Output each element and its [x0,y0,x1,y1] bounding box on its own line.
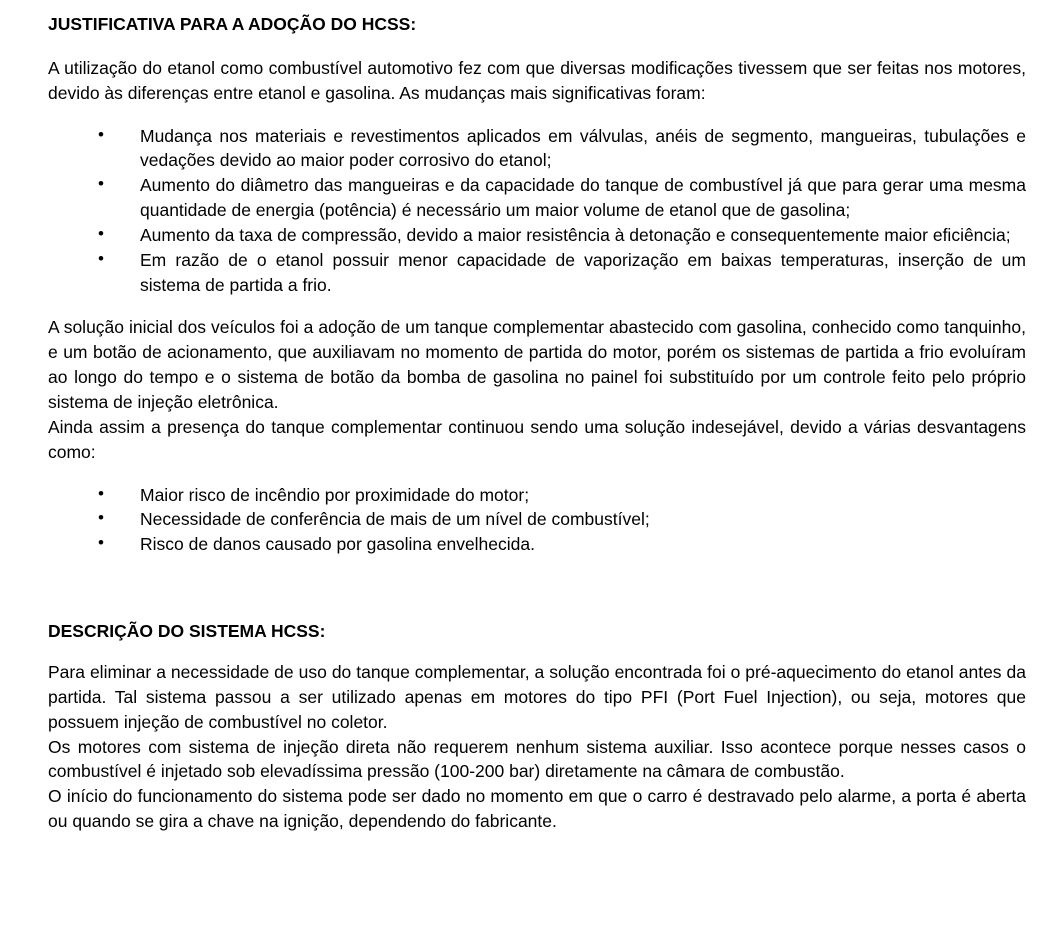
paragraph-three: Ainda assim a presença do tanque complementar continuou sendo uma solução indesejável, devido a várias desvantagens como: [48,416,1026,462]
second-bullet-list [48,483,1026,558]
page-title-colon: : [410,14,417,34]
list-item: • Risco de danos causado por gasolina envelhecida. [98,532,1026,557]
paragraph-four: Para eliminar a necessidade de uso do tanque complementar, a solução encontrada foi o pré-aquecimento do etanol antes da partida. Tal sistema passou a ser utilizado apenas em motores do tipo PFI (Port Fuel Injection), ou seja, motores que possuem injeção de combustível no coletor. [48,662,1026,732]
page-title-text: JUSTIFICATIVA PARA A ADOÇÃO DO HCSS [48,14,411,34]
list-item: • Aumento da taxa de compressão, devido a maior resistência à detonação e consequentemente maior eficiência; [98,223,1026,248]
paragraph-five: Os motores com sistema de injeção direta não requerem nenhum sistema auxiliar. Isso acontece porque nesses casos o combustível é injetado sob elevadíssima pressão (100-200 bar) diretamente na câmara de combustão. [48,736,1026,782]
paragraph-six: O início do funcionamento do sistema pode ser dado no momento em que o carro é destravado pelo alarme, a porta é aberta ou quando se gira a chave na ignição, dependendo do fabricante. [48,786,1026,832]
list-item: • Necessidade de conferência de mais de um nível de combustível; [98,507,1026,532]
paragraph-two: A solução inicial dos veículos foi a adoção de um tanque complementar abastecido com gasolina, conhecido como tanquinho, e um botão de acionamento, que auxiliavam no momento de partida do motor, porém os sistemas de partida a frio evoluíram ao longo do tempo e o sistema de botão da bomba de gasolina no painel foi substituído por um controle feito pelo próprio sistema de injeção eletrônica. [48,317,1026,412]
list-item: • Mudança nos materiais e revestimentos aplicados em válvulas, anéis de segmento, mangueiras, tubulações e vedações devido ao maior poder corrosivo do etanol; [98,124,1026,174]
list-item: • Em razão de o etanol possuir menor capacidade de vaporização em baixas temperaturas, inserção de um sistema de partida a frio. [98,248,1026,298]
first-bullet-list [48,124,1026,298]
list-item: • Maior risco de incêndio por proximidade do motor; [98,483,1026,508]
list-item: • Aumento do diâmetro das mangueiras e da capacidade do tanque de combustível já que para gerar uma mesma quantidade de energia (potência) é necessário um maior volume de etanol que de gasolina; [98,173,1026,223]
page-title [48,14,1026,36]
section-spacer [48,575,1026,621]
intro-paragraph: A utilização do etanol como combustível automotivo fez com que diversas modificações tivessem que ser feitas nos motores, devido às diferenças entre etanol e gasolina. As mudanças mais significativas foram: [48,57,1026,103]
section-heading: DESCRIÇÃO DO SISTEMA HCSS: [48,621,326,642]
